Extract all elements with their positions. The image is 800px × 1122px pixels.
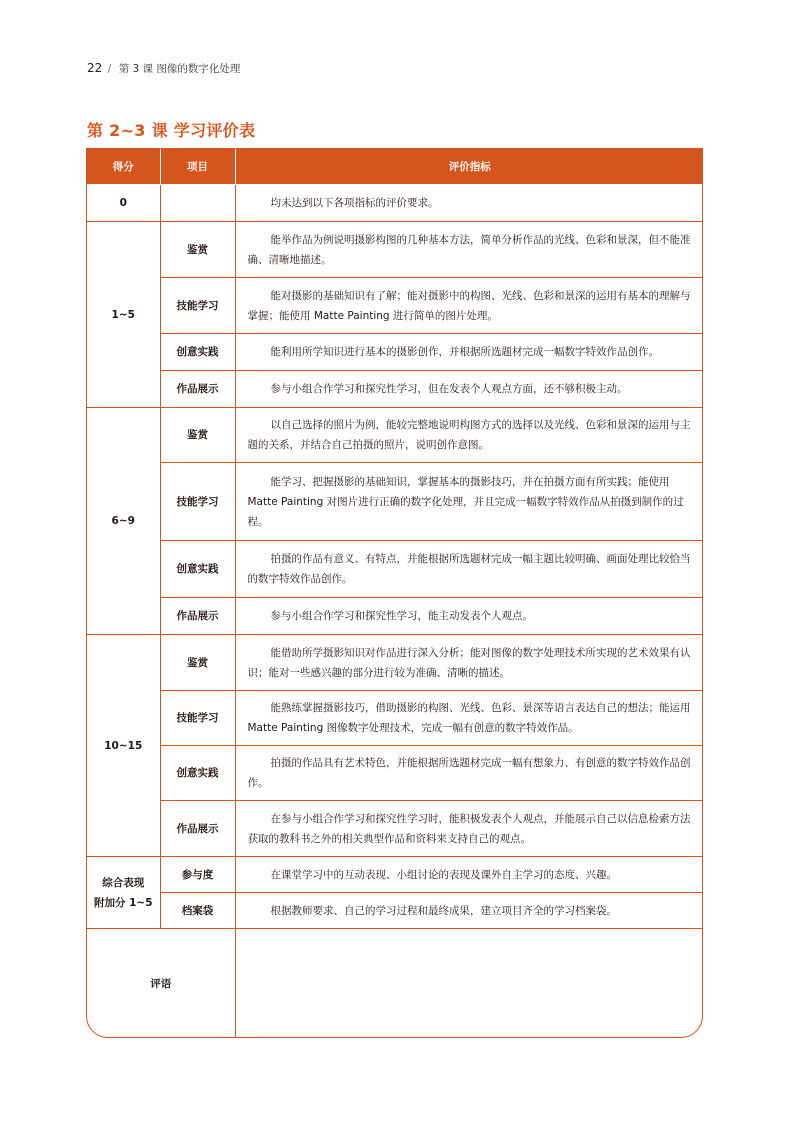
table-row bbox=[87, 463, 703, 541]
criteria-cell: 能熟练掌握摄影技巧，借助摄影的构图、光线、色彩、景深等语言表达自己的想法；能运用 Matte Painting 图像数字处理技术，完成一幅有创意的数字特效作品。 bbox=[235, 691, 703, 746]
table-row bbox=[87, 541, 703, 598]
header-score: 得分 bbox=[87, 149, 160, 185]
table-row bbox=[87, 408, 703, 463]
item-cell bbox=[160, 185, 235, 222]
table-row bbox=[87, 222, 703, 278]
table-row bbox=[87, 801, 703, 857]
score-cell: 6~9 bbox=[87, 408, 160, 635]
comments-label: 评语 bbox=[87, 929, 235, 1039]
item-cell: 技能学习 bbox=[160, 278, 235, 334]
criteria-cell: 均未达到以下各项指标的评价要求。 bbox=[235, 185, 703, 222]
item-cell: 参与度 bbox=[160, 857, 235, 893]
header-criteria: 评价指标 bbox=[235, 149, 703, 185]
item-cell: 鉴赏 bbox=[160, 408, 235, 463]
table-row bbox=[87, 334, 703, 371]
item-cell: 技能学习 bbox=[160, 691, 235, 746]
table-row bbox=[87, 893, 703, 929]
criteria-cell: 参与小组合作学习和探究性学习，能主动发表个人观点。 bbox=[235, 598, 703, 635]
item-cell: 鉴赏 bbox=[160, 635, 235, 691]
table-row bbox=[87, 691, 703, 746]
table-row bbox=[87, 857, 703, 893]
header-item: 项目 bbox=[160, 149, 235, 185]
criteria-cell: 以自己选择的照片为例，能较完整地说明构图方式的选择以及光线、色彩和景深的运用与主题的关系，并结合自己拍摄的照片，说明创作意图。 bbox=[235, 408, 703, 463]
criteria-cell: 根据教师要求、自己的学习过程和最终成果，建立项目齐全的学习档案袋。 bbox=[235, 893, 703, 929]
table-header-row bbox=[87, 149, 703, 185]
criteria-cell: 能对摄影的基础知识有了解；能对摄影中的构图、光线、色彩和景深的运用有基本的理解与掌握；能使用 Matte Painting 进行简单的图片处理。 bbox=[235, 278, 703, 334]
criteria-cell: 参与小组合作学习和探究性学习，但在发表个人观点方面，还不够积极主动。 bbox=[235, 371, 703, 408]
criteria-cell: 在课堂学习中的互动表现、小组讨论的表现及课外自主学习的态度、兴趣。 bbox=[235, 857, 703, 893]
score-cell: 0 bbox=[87, 185, 160, 222]
item-cell: 创意实践 bbox=[160, 541, 235, 598]
item-cell: 作品展示 bbox=[160, 371, 235, 408]
criteria-cell: 能利用所学知识进行基本的摄影创作，并根据所选题材完成一幅数字特效作品创作。 bbox=[235, 334, 703, 371]
table-row bbox=[87, 278, 703, 334]
criteria-cell: 能举作品为例说明摄影构图的几种基本方法，简单分析作品的光线、色彩和景深，但不能准确、清晰地描述。 bbox=[235, 222, 703, 278]
page-number: 22 bbox=[87, 61, 103, 75]
table-row bbox=[87, 598, 703, 635]
criteria-cell: 在参与小组合作学习和探究性学习时，能积极发表个人观点，并能展示自己以信息检索方法获取的教科书之外的相关典型作品和资料来支持自己的观点。 bbox=[235, 801, 703, 857]
criteria-cell: 能借助所学摄影知识对作品进行深入分析；能对图像的数字处理技术所实现的艺术效果有认识；能对一些感兴趣的部分进行较为准确、清晰的描述。 bbox=[235, 635, 703, 691]
comments-field[interactable] bbox=[235, 929, 703, 1039]
criteria-cell: 拍摄的作品有意义、有特点，并能根据所选题材完成一幅主题比较明确、画面处理比较恰当的数字特效作品创作。 bbox=[235, 541, 703, 598]
score-cell bbox=[87, 857, 160, 929]
item-cell: 作品展示 bbox=[160, 801, 235, 857]
table-row bbox=[87, 371, 703, 408]
score-cell: 1~5 bbox=[87, 222, 160, 408]
table-row bbox=[87, 746, 703, 801]
item-cell: 鉴赏 bbox=[160, 222, 235, 278]
score-cell: 10~15 bbox=[87, 635, 160, 857]
item-cell: 档案袋 bbox=[160, 893, 235, 929]
score-line: 附加分 1~5 bbox=[93, 896, 153, 909]
section-title: 第 2~3 课 学习评价表 bbox=[87, 121, 256, 140]
table-row bbox=[87, 185, 703, 222]
item-cell: 技能学习 bbox=[160, 463, 235, 541]
running-head-separator: / bbox=[107, 62, 112, 75]
criteria-cell: 拍摄的作品具有艺术特色，并能根据所选题材完成一幅有想象力、有创意的数字特效作品创作。 bbox=[235, 746, 703, 801]
evaluation-table bbox=[86, 148, 703, 1038]
item-cell: 创意实践 bbox=[160, 334, 235, 371]
chapter-title: 第 3 课 图像的数字化处理 bbox=[118, 63, 241, 75]
item-cell: 创意实践 bbox=[160, 746, 235, 801]
table-row bbox=[87, 635, 703, 691]
score-line: 综合表现 bbox=[102, 876, 145, 889]
criteria-cell: 能学习、把握摄影的基础知识，掌握基本的摄影技巧，并在拍摄方面有所实践；能使用 Matte Painting 对图片进行正确的数字化处理，并且完成一幅数字特效作品从拍摄到制作的过程。 bbox=[235, 463, 703, 541]
item-cell: 作品展示 bbox=[160, 598, 235, 635]
running-head bbox=[87, 61, 240, 76]
comments-row bbox=[87, 929, 703, 1039]
